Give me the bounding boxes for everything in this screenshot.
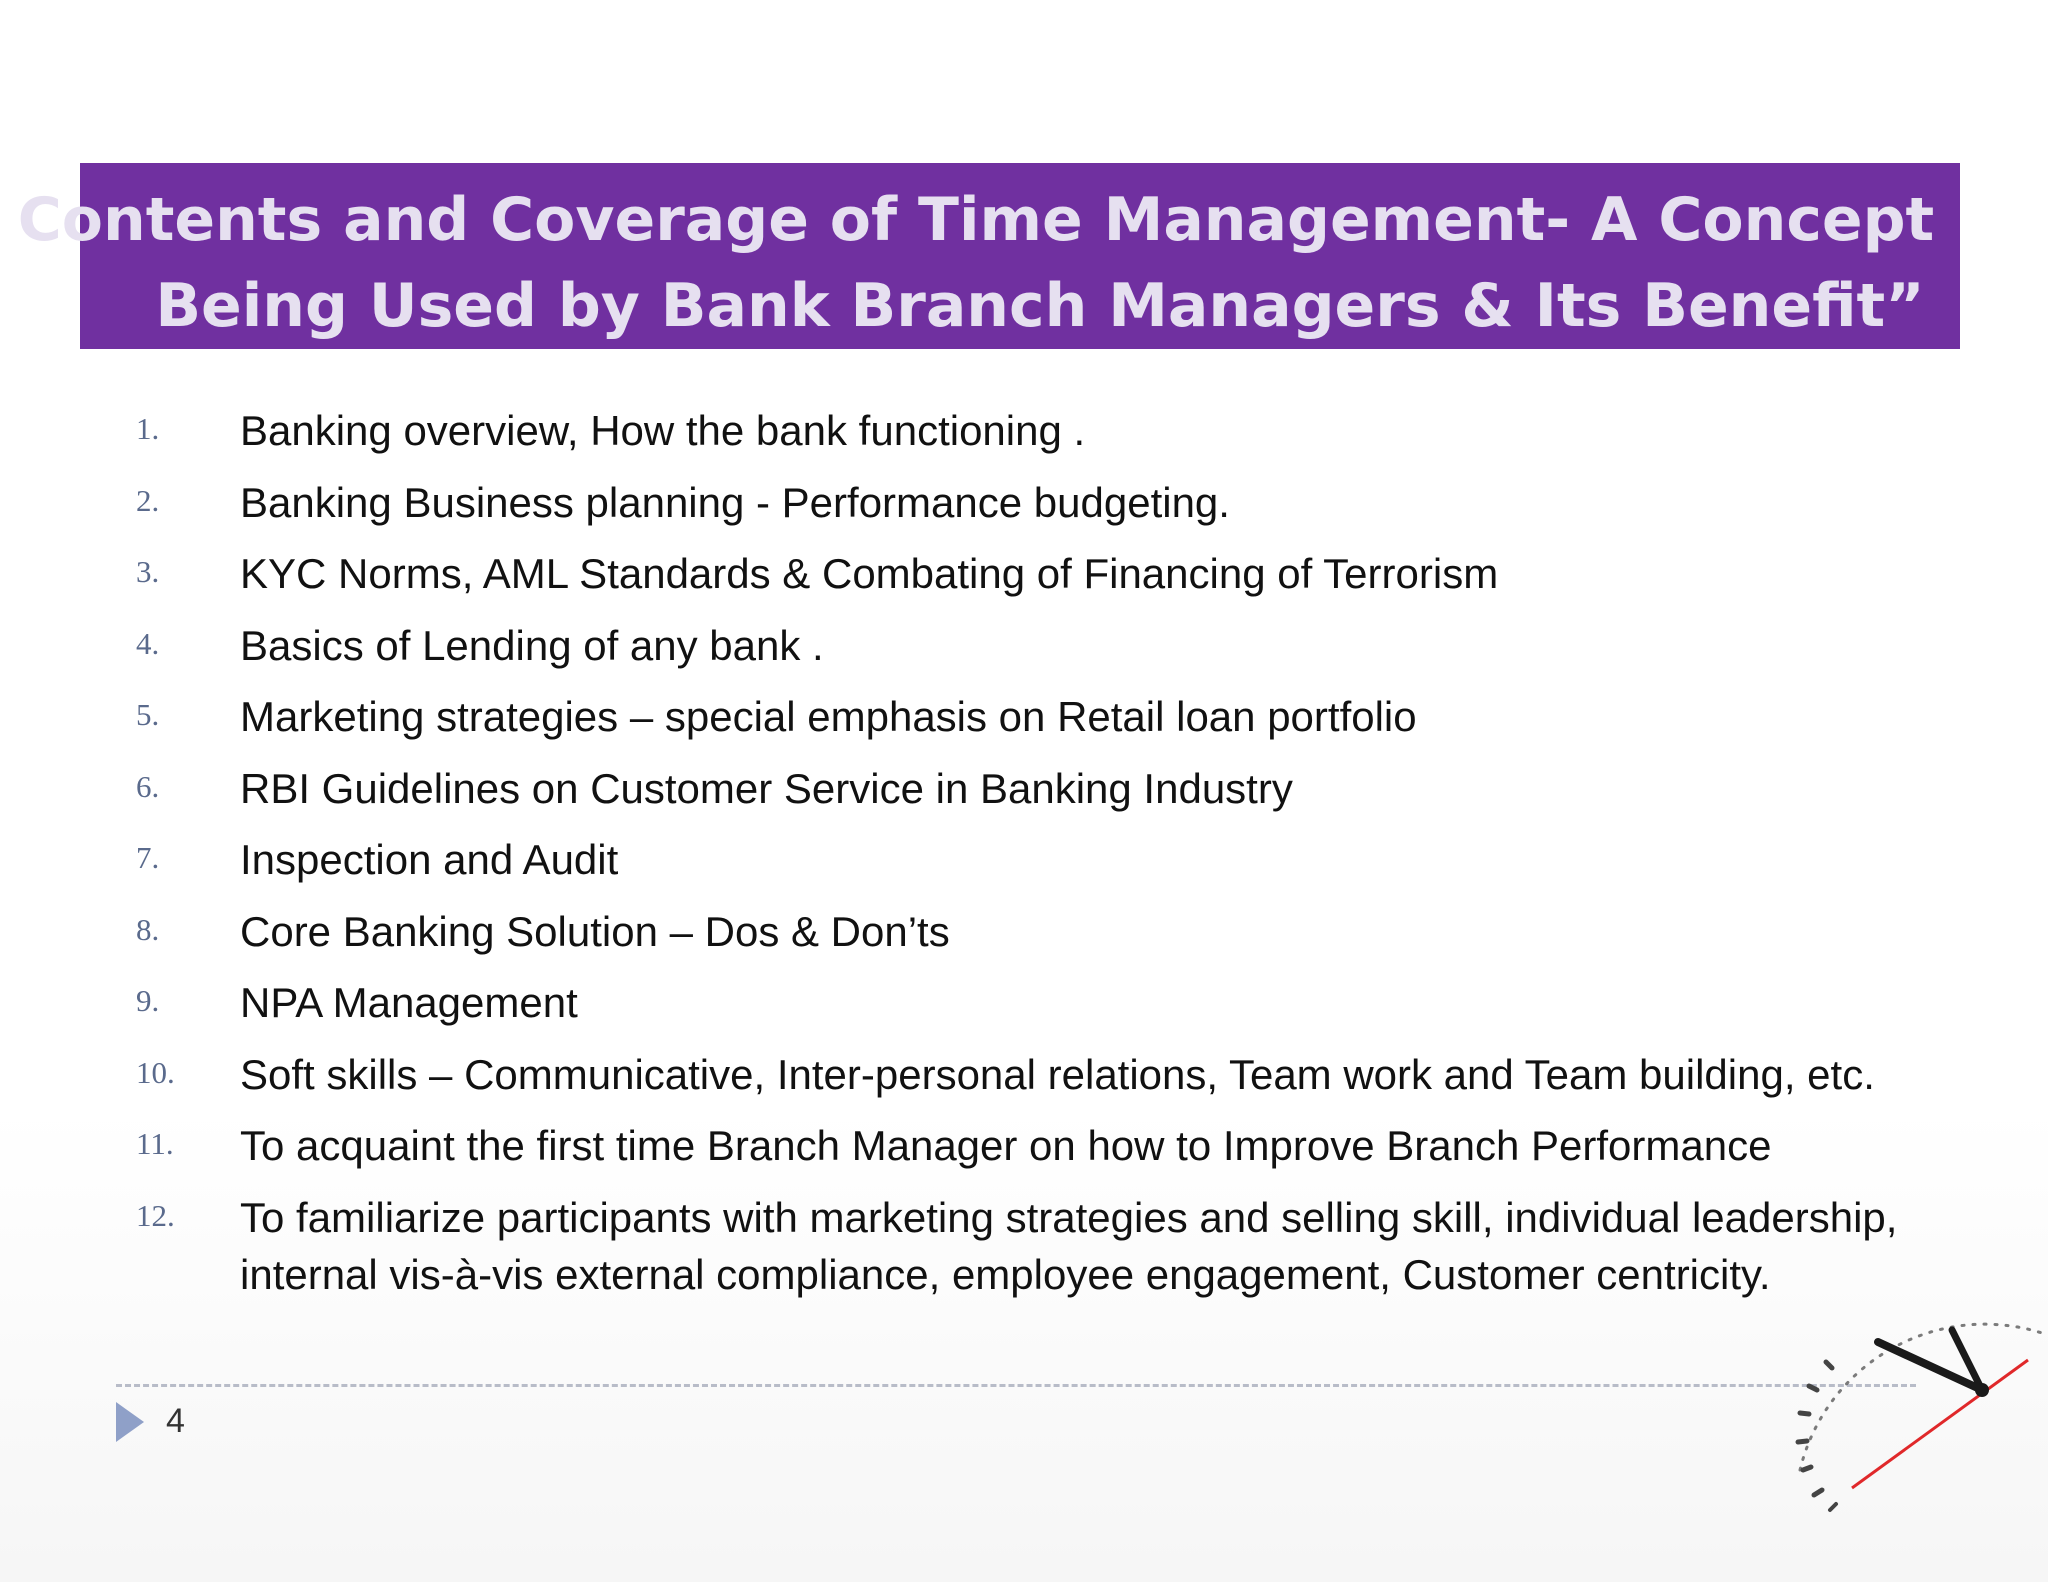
list-item-text: Basics of Lending of any bank . xyxy=(240,621,824,669)
list-item-text: NPA Management xyxy=(240,979,578,1026)
list-item xyxy=(0,964,2048,1036)
list-item-number: 10. xyxy=(136,1054,175,1090)
list-item-text: Banking Business planning - Performance budgeting. xyxy=(240,478,1230,526)
clock-second-hand xyxy=(1852,1360,2028,1488)
list-item-text: KYC Norms, AML Standards & Combating of Financing of Terrorism xyxy=(240,550,1499,597)
list-item-number: 4. xyxy=(136,625,160,661)
list-item xyxy=(0,750,2048,822)
list-item-number: 7. xyxy=(136,840,160,875)
list-item-number: 1. xyxy=(136,411,160,446)
list-item-text: RBI Guidelines on Customer Service in Banking Industry xyxy=(240,764,1293,812)
contents-list xyxy=(0,392,2048,1311)
list-item xyxy=(0,392,2048,464)
list-item-number: 3. xyxy=(136,554,160,589)
clock-center xyxy=(1975,1383,1989,1397)
list-item xyxy=(0,535,2048,607)
list-item-text: To acquaint the first time Branch Manager on how to Improve Branch Performance xyxy=(240,1122,1772,1169)
list-item-number: 12. xyxy=(136,1197,175,1233)
list-item-number: 11. xyxy=(136,1126,174,1161)
list-item-number: 2. xyxy=(136,482,160,518)
list-item xyxy=(0,893,2048,965)
list-item xyxy=(0,1179,2048,1311)
title-bar xyxy=(17,163,1960,349)
slide-title-line-1: Contents and Coverage of Time Management- A Concept xyxy=(17,185,1935,255)
list-item-number: 6. xyxy=(136,768,160,804)
list-item xyxy=(0,821,2048,893)
triangle-right-icon xyxy=(116,1402,144,1442)
list-item-number: 9. xyxy=(136,983,160,1018)
clock-tick-marks xyxy=(1798,1324,2048,1510)
list-item-number: 5. xyxy=(136,697,160,732)
slide-title-line-2: Being Used by Bank Branch Managers & Its Benefit” xyxy=(155,271,1925,341)
list-item xyxy=(0,1107,2048,1179)
list-item-text: To familiarize participants with marketing strategies and selling skill, individual leadership, internal vis-à-vis external compliance, employee engagement, Customer centricity. xyxy=(240,1193,1898,1298)
list-item xyxy=(0,1036,2048,1108)
list-item xyxy=(0,607,2048,679)
list-item-number: 8. xyxy=(136,911,160,947)
list-item xyxy=(0,464,2048,536)
list-item-text: Soft skills – Communicative, Inter-personal relations, Team work and Team building, etc. xyxy=(240,1050,1875,1098)
list-item-text: Core Banking Solution – Dos & Don’ts xyxy=(240,907,950,955)
list-item xyxy=(0,678,2048,750)
footer-divider xyxy=(116,1384,1916,1387)
page-number: 4 xyxy=(166,1402,185,1440)
list-item-text: Marketing strategies – special emphasis on Retail loan portfolio xyxy=(240,693,1417,740)
list-item-text: Banking overview, How the bank functioning . xyxy=(240,407,1086,454)
clock-icon xyxy=(1770,1320,2048,1520)
list-item-text: Inspection and Audit xyxy=(240,836,619,883)
